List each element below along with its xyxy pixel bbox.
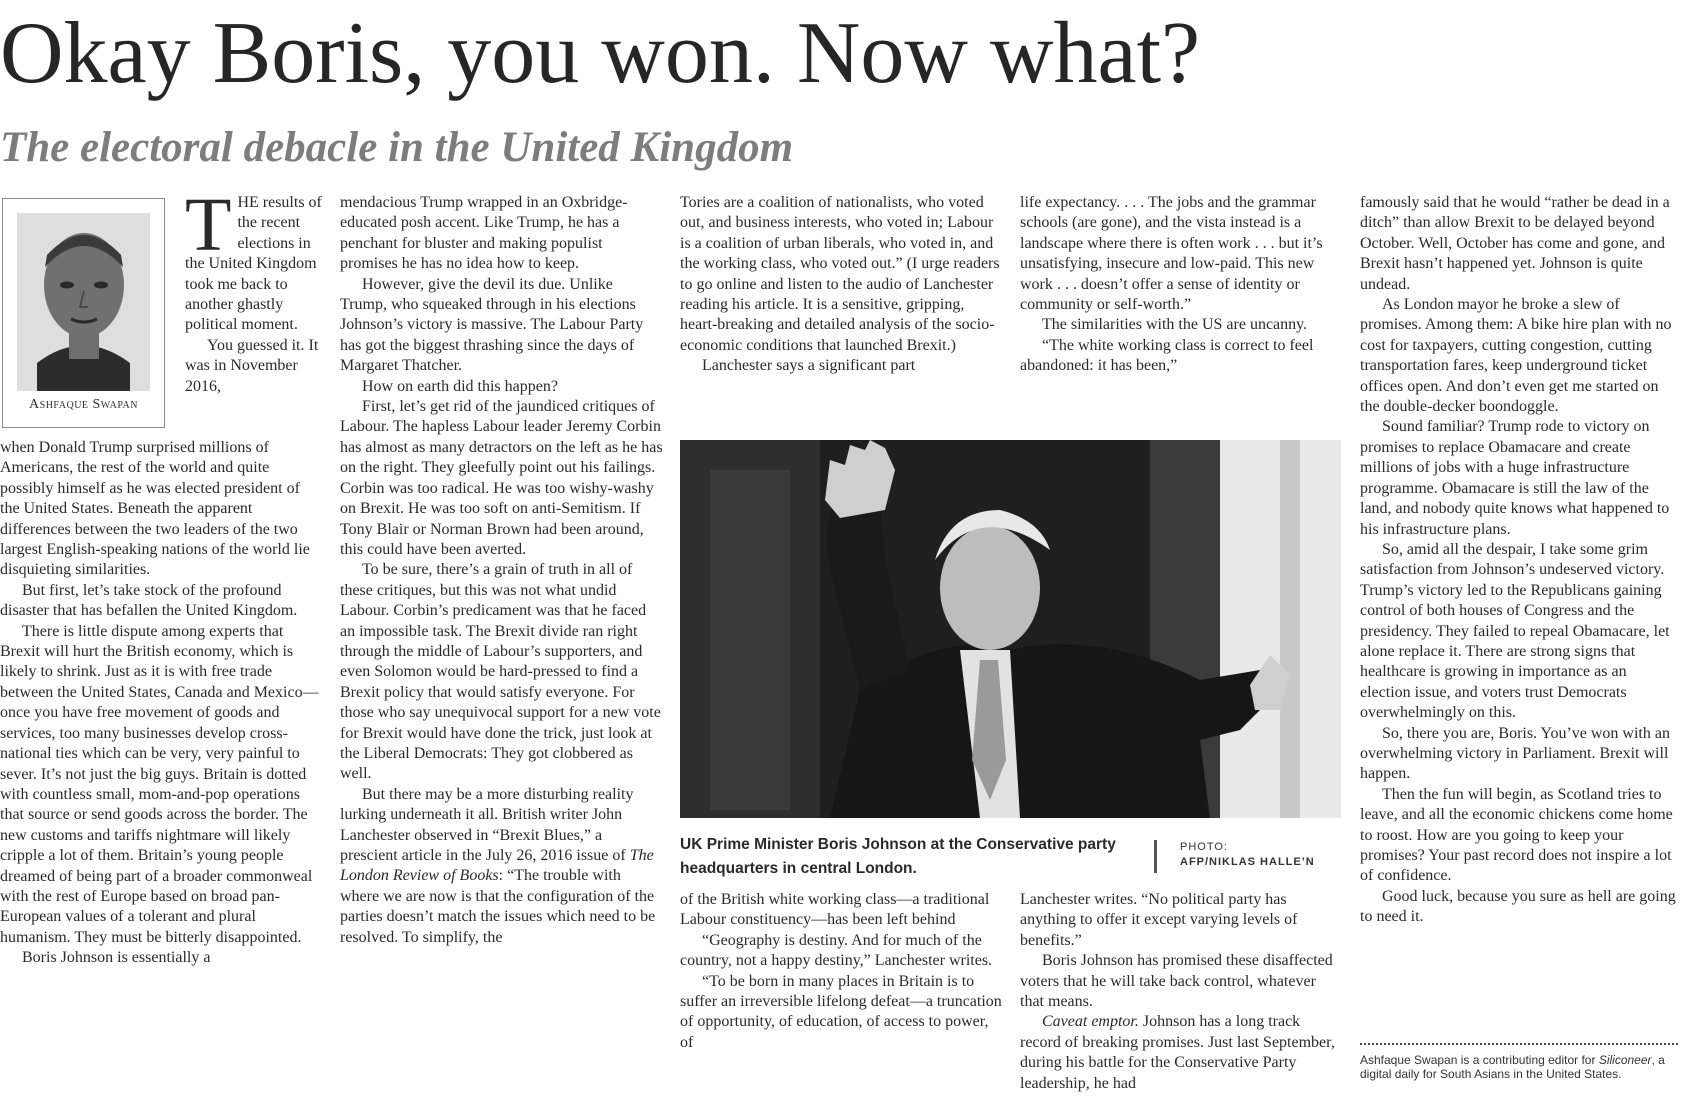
publication-title: The London Review of Books <box>340 847 654 885</box>
paragraph: Tories are a coalition of nationalists, who voted out, and business interests, who voted in; Labour is a coalition of urban liberals, who voted in, and the working class, who voted out.” (I urge readers to go online and listen to the audio of Lanchester reading his article. It is a sensitive, gripping, heart-breaking and detailed analysis of the socio-economic conditions that launched Brexit.) <box>680 194 1000 354</box>
text-run: Ashfaque Swapan is a contributing editor for <box>1360 1053 1599 1067</box>
paragraph: So, there you are, Boris. You’ve won with an overwhelming victory in Parliament. Brexit will happen. <box>1360 724 1670 783</box>
column-1 <box>0 183 322 1098</box>
column-3-bottom <box>680 890 1005 1053</box>
photo-credit <box>1180 840 1350 870</box>
drop-cap: T <box>185 183 232 267</box>
column-5 <box>1360 193 1680 928</box>
paragraph: Boris Johnson has promised these disaffected voters that he will take back control, whatever that means. <box>1020 952 1333 1011</box>
paragraph: life expectancy. . . . The jobs and the grammar schools (are gone), and the vista instead is a landscape where there is often work . . . but it’s unsatisfying, insecure and low-paid. This new work . . . doesn’t offer a sense of identity or community or self-worth.” <box>1020 194 1323 314</box>
paragraph: Good luck, because you sure as hell are going to need it. <box>1360 887 1676 926</box>
column-3-top <box>680 193 1005 377</box>
paragraph: “To be born in many places in Britain is to suffer an irreversible lifelong defeat—a truncation of opportunity, of education, of access to power, of <box>680 972 1002 1051</box>
column-2 <box>340 193 663 948</box>
publication-name: Siliconeer <box>1598 1053 1652 1067</box>
text-run: : “The trouble with where we are now is that the configuration of the parties doesn’t match the issues which need to be resolved. To simplify, the <box>340 867 656 946</box>
main-photo <box>680 440 1341 818</box>
paragraph: There is little dispute among experts that Brexit will hurt the British economy, which is likely to shrink. Just as it is with free trade between the United States, Canada and Mexico—once you have free movement of goods and services, too many businesses develop cross-national ties which can be very, very painful to sever. It’s not just the big guys. Britain is dotted with countless small, mom-and-pop operations that source or send goods across the border. The new customs and tariffs nightmare will likely cripple a lot of them. Britain’s young people dreamed of being part of a broader commonweal with the rest of Europe based on broad pan-European values of a tolerant and plural humanism. They must be bitterly disappointed. <box>0 622 319 946</box>
photo-caption: UK Prime Minister Boris Johnson at the Conservative party headquarters in central London. <box>680 836 1116 877</box>
paragraph <box>340 785 663 948</box>
paragraph: The similarities with the US are uncanny. <box>1042 316 1308 334</box>
lead-paragraph-2: You guessed it. It was in November 2016, <box>185 336 319 395</box>
paragraph: “The white working class is correct to feel abandoned: it has been,” <box>1020 336 1314 375</box>
paragraph: Then the fun will begin, as Scotland tries to leave, and all the economic chickens come home to roost. How are you going to keep your promises? Your past record does not inspire a lot of confidence. <box>1360 785 1673 885</box>
paragraph: famously said that he would “rather be dead in a ditch” than allow Brexit to be delayed beyond October. Well, October has come and gone, and Brexit hasn’t happened yet. Johnson is quite undead. <box>1360 194 1670 293</box>
paragraph: First, let’s get rid of the jaundiced critiques of Labour. The hapless Labour leader Jeremy Corbin has almost as many detractors on the left as he has on the right. They gleefully point out his failings. Corbin was too radical. He was too wishy-washy on Brexit. He was too soft on anti-Semitism. If Tony Blair or Norman Brown had been around, this could have been averted. <box>340 398 663 558</box>
paragraph: To be sure, there’s a grain of truth in all of these critiques, but this was not what undid Labour. Corbin’s predicament was that he faced an impossible task. The Brexit divide ran right through the middle of Labour’s supporters, and even Solomon would be hard-pressed to find a Brexit policy that would satisfy everyone. For those who say unequivocal support for a new vote for Brexit would have done the trick, just look at the Liberal Democrats: They got clobbered as well. <box>340 561 661 783</box>
paragraph: So, amid all the despair, I take some grim satisfaction from Johnson’s undeserved victory. Trump’s victory led to the Republicans gaining control of both houses of Congress and the presidency. They failed to repeal Obamacare, let alone replace it. There are strong signs that healthcare is growing in importance as an election issue, and voters trust Democrats overwhelmingly on this. <box>1360 540 1670 722</box>
text-run: Johnson has a long track record of breaking promises. Just last September, during his battle for the Conservative Party leadership, he had <box>1020 1013 1335 1092</box>
paragraph: However, give the devil its due. Unlike Trump, who squeaked through in his elections Johnson’s victory is massive. The Labour Party has got the biggest thrashing since the days of Margaret Thatcher. <box>340 275 644 375</box>
photo-credit-name: AFP/NIKLAS HALLE’N <box>1180 856 1315 868</box>
paragraph: How on earth did this happen? <box>362 377 558 395</box>
paragraph: when Donald Trump surprised millions of Americans, the rest of the world and quite possibly himself as he was elected president of the United States. Beneath the apparent differences between the two leaders of the two largest English-speaking nations of the world lie disquieting similarities. <box>0 439 310 579</box>
paragraph: But first, let’s take stock of the profound disaster that has befallen the United Kingdom. <box>0 581 298 620</box>
paragraph: mendacious Trump wrapped in an Oxbridge-educated posh accent. Like Trump, he has a penchant for bluster and making populist promises he has no idea how to keep. <box>340 194 628 273</box>
deck: The electoral debacle in the United Kingdom <box>0 124 794 171</box>
column-4-top <box>1020 193 1343 377</box>
author-portrait <box>17 213 150 391</box>
author-photo-box <box>2 198 165 428</box>
bio-divider <box>1360 1043 1678 1045</box>
paragraph: “Geography is destiny. And for much of the country, not a happy destiny,” Lanchester writes. <box>680 931 993 970</box>
paragraph: of the British white working class—a traditional Labour constituency—has been left behind <box>680 891 990 929</box>
paragraph: Sound familiar? Trump rode to victory on promises to replace Obamacare and create millions of jobs with a huge infrastructure programme. Obamacare is still the law of the land, and nobody quite knows what happened to his infrastructure plans. <box>1360 418 1670 538</box>
column-4-bottom <box>1020 890 1343 1094</box>
paragraph: As London mayor he broke a slew of promises. Among them: A bike hire plan with no cost for taxpayers, cutting congestion, cutting transportation fares, keep underground ticket offices open. And don’t even get me started on the double-decker boondoggle. <box>1360 296 1672 416</box>
paragraph: Lanchester says a significant part <box>702 357 916 375</box>
headline: Okay Boris, you won. Now what? <box>0 5 1201 102</box>
paragraph: Lanchester writes. “No political party has anything to offer it except varying levels of benefits.” <box>1020 891 1298 949</box>
author-bio <box>1360 1053 1680 1081</box>
column-1-body <box>0 438 322 969</box>
credit-divider <box>1154 840 1157 873</box>
paragraph <box>1020 1012 1343 1094</box>
lead-paragraph: HE results of the recent elections in the United Kingdom took me back to another ghastly political moment. <box>185 194 322 334</box>
lead-text-beside-photo <box>185 183 322 397</box>
byline: Ashfaque Swapan <box>29 397 138 412</box>
photo-credit-label: PHOTO: <box>1180 841 1228 853</box>
paragraph: Boris Johnson is essentially a <box>22 949 211 967</box>
latin-phrase: Caveat emptor. <box>1042 1013 1139 1031</box>
text-run: , a digital daily for South Asians in the United States. <box>1360 1053 1665 1081</box>
text-run: But there may be a more disturbing reality lurking underneath it all. British writer John Lanchester observed in “Brexit Blues,” a prescient article in the July 26, 2016 issue of <box>340 785 634 864</box>
